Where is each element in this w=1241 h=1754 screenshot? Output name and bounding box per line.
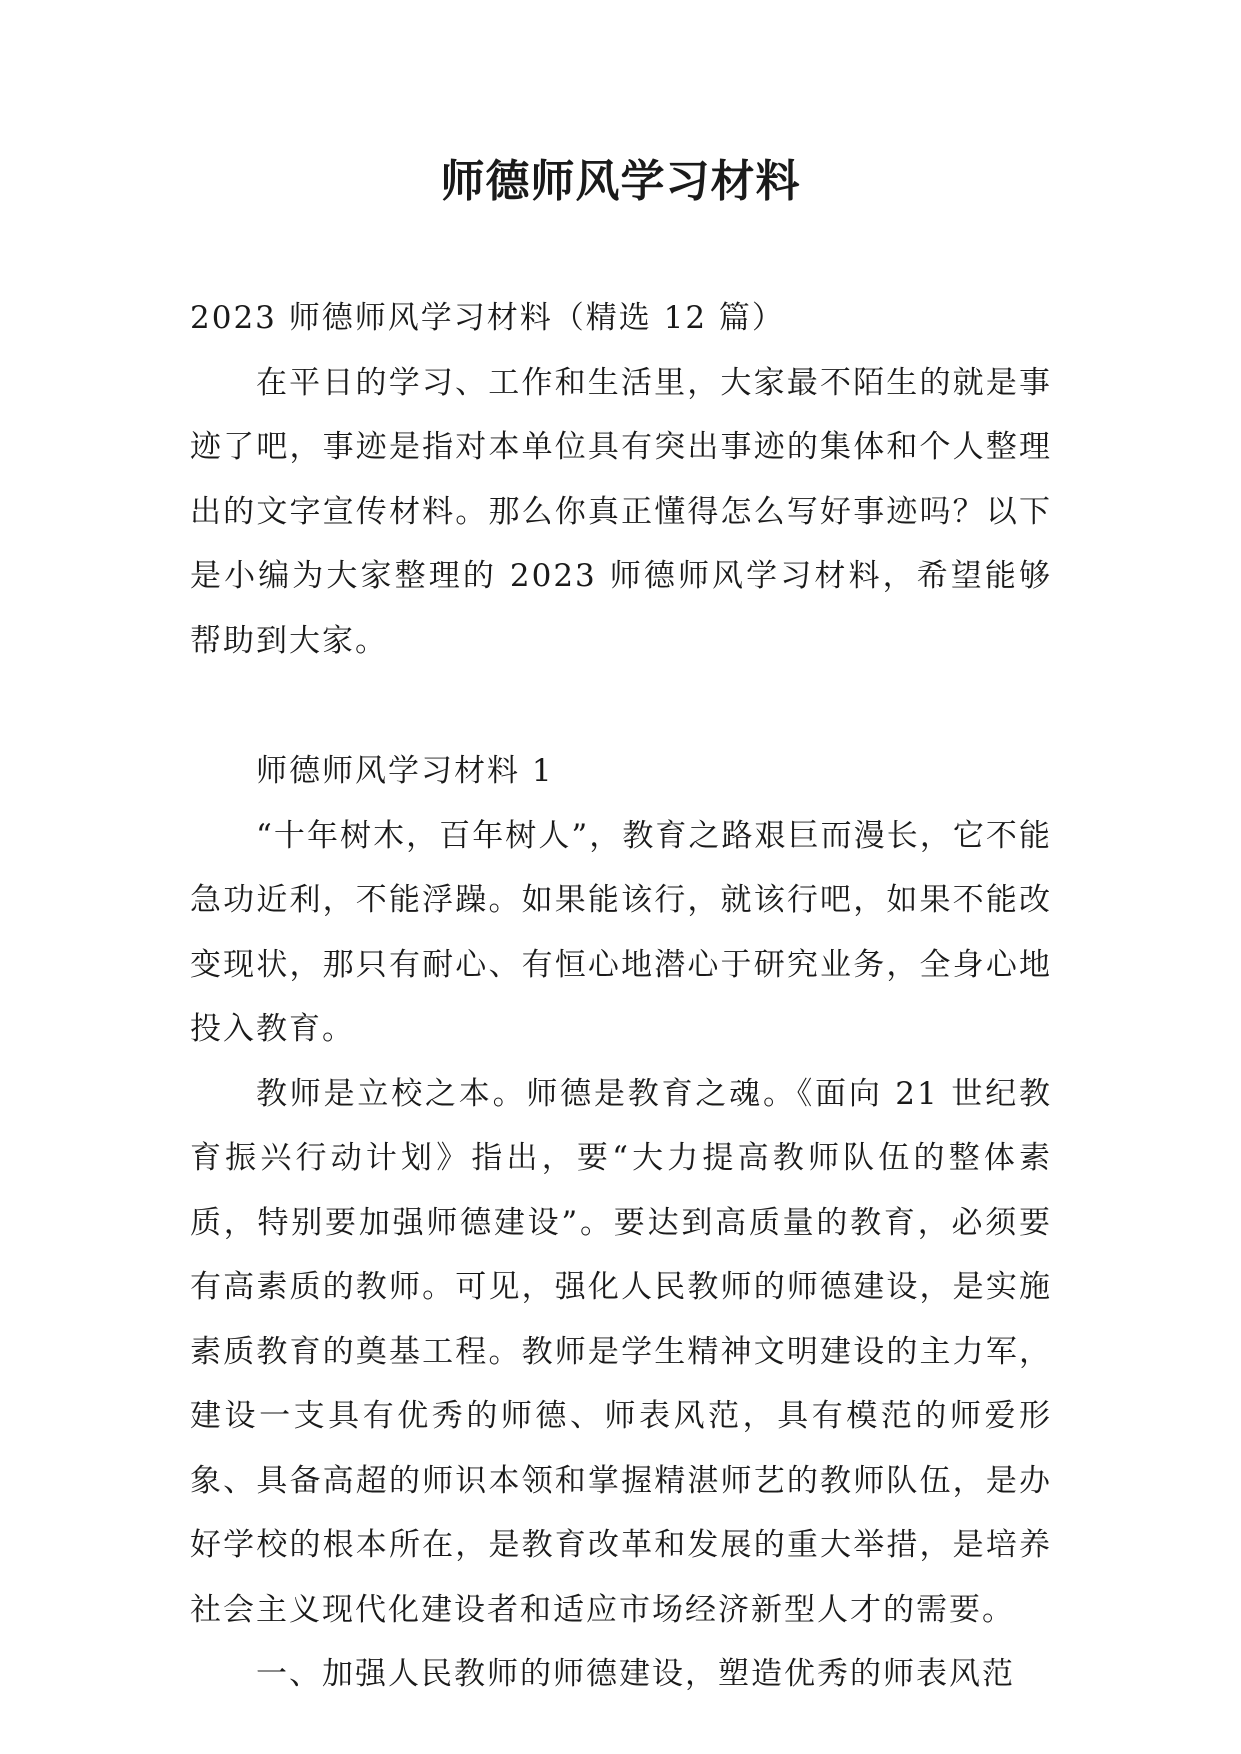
body-paragraph: “十年树木，百年树人”，教育之路艰巨而漫长，它不能急功近利，不能浮躁。如果能该行，就该行吧，如果不能改变现状，那只有耐心、有恒心地潜心于研究业务，全身心地投入教育。 xyxy=(190,817,1052,1047)
document-body xyxy=(190,286,1052,1707)
body-paragraph: 一、加强人民教师的师德建设，塑造优秀的师表风范 xyxy=(256,1656,1015,1692)
document-title: 师德师风学习材料 xyxy=(440,156,801,207)
intro-paragraph: 在平日的学习、工作和生活里，大家最不陌生的就是事迹了吧，事迹是指对本单位具有突出事迹的集体和个人整理出的文字宣传材料。那么你真正懂得怎么写好事迹吗？以下是小编为大家整理的 2023 师德师风学习材料，希望能够帮助到大家。 xyxy=(190,364,1052,659)
section-heading: 师德师风学习材料 1 xyxy=(256,753,554,789)
body-paragraph: 教师是立校之本。师德是教育之魂。《面向 21 世纪教育振兴行动计划》指出，要“大力提高教师队伍的整体素质，特别要加强师德建设”。要达到高质量的教育，必须要有高素质的教师。可见，强化人民教师的师德建设，是实施素质教育的奠基工程。教师是学生精神文明建设的主力军，建设一支具有优秀的师德、师表风范，具有模范的师爱形象、具备高超的师识本领和掌握精湛师艺的教师队伍，是办好学校的根本所在，是教育改革和发展的重大举措，是培养社会主义现代化建设者和适应市场经济新型人才的需要。 xyxy=(190,1075,1052,1628)
section-spacer xyxy=(190,673,1052,739)
document-subtitle: 2023 师德师风学习材料（精选 12 篇） xyxy=(190,300,785,336)
